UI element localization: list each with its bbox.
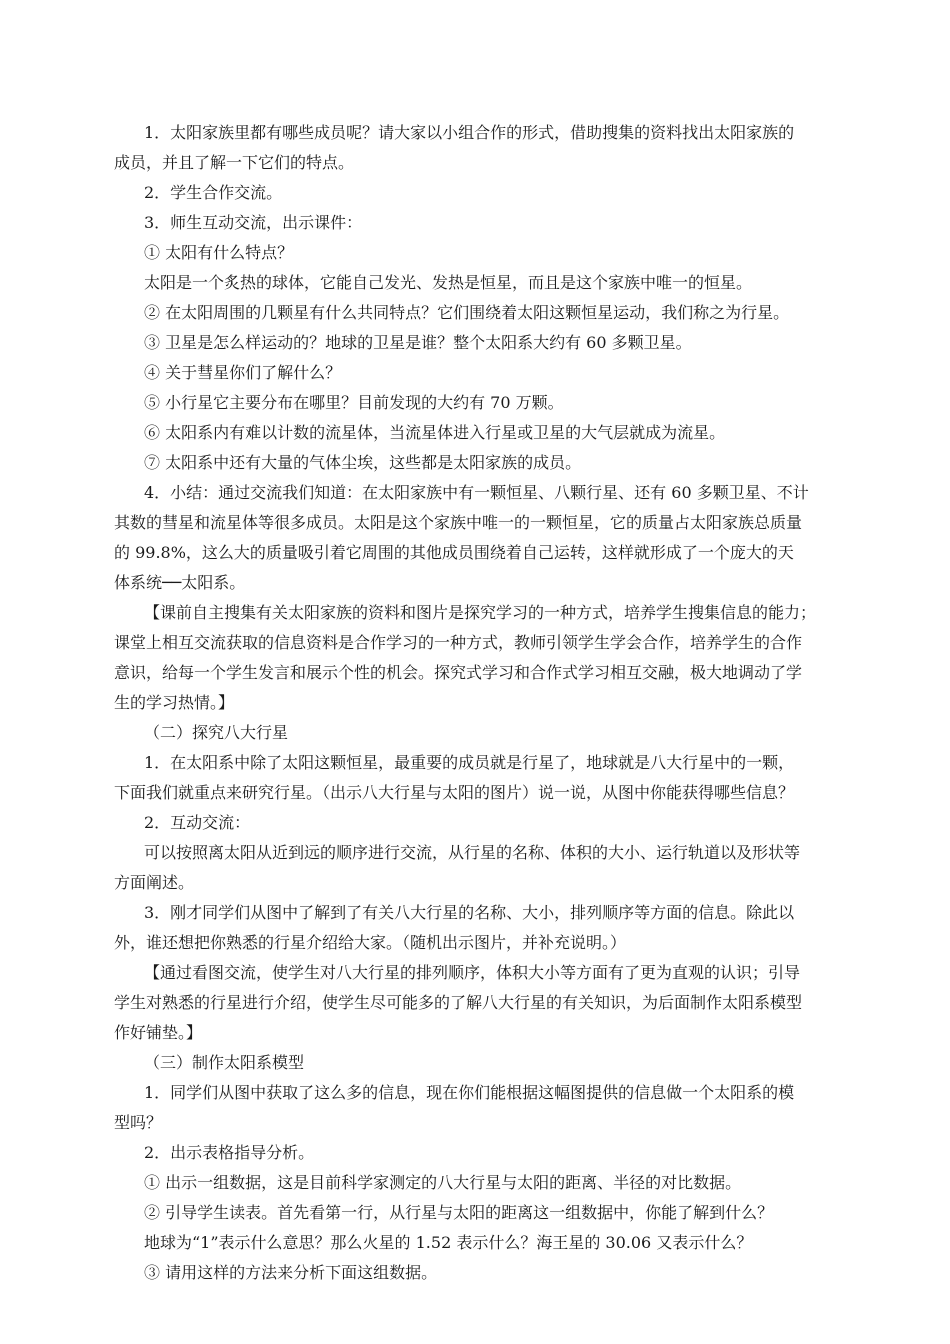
text-line-14: 其数的彗星和流星体等很多成员。太阳是这个家族中唯一的一颗恒星，它的质量占太阳家族总质量 <box>114 513 803 532</box>
text-line-24: 2．互动交流： <box>144 813 251 832</box>
text-line-22: 1．在太阳系中除了太阳这颗恒星，最重要的成员就是行星了，地球就是八大行星中的一颗， <box>144 753 795 772</box>
text-line-16: 体系统──太阳系。 <box>114 573 246 592</box>
text-line-25: 可以按照离太阳从近到远的顺序进行交流，从行星的名称、体积的大小、运行轨道以及形状等 <box>144 843 801 862</box>
text-line-36: ① 出示一组数据，这是目前科学家测定的八大行星与太阳的距离、半径的对比数据。 <box>144 1173 742 1192</box>
text-line-10: ⑤ 小行星它主要分布在哪里？目前发现的大约有 70 万颗。 <box>144 393 564 412</box>
text-line-7: ② 在太阳周围的几颗星有什么共同特点？它们围绕着太阳这颗恒星运动，我们称之为行星。 <box>144 303 790 322</box>
text-line-38: 地球为“1”表示什么意思？那么火星的 1.52 表示什么？海王星的 30.06 又表示什么？ <box>144 1233 753 1252</box>
text-line-12: ⑦ 太阳系中还有大量的气体尘埃，这些都是太阳家族的成员。 <box>144 453 582 472</box>
text-line-4: 3．师生互动交流，出示课件： <box>144 213 363 232</box>
text-line-20: 生的学习热情。】 <box>114 693 235 712</box>
document-body <box>114 118 840 1288</box>
text-line-23: 下面我们就重点来研究行星。（出示八大行星与太阳的图片）说一说，从图中你能获得哪些信息？ <box>114 783 795 802</box>
text-line-17: 【课前自主搜集有关太阳家族的资料和图片是探究学习的一种方式，培养学生搜集信息的能力； <box>144 603 817 622</box>
text-line-18: 课堂上相互交流获取的信息资料是合作学习的一种方式，教师引领学生学会合作，培养学生的合作 <box>114 633 803 652</box>
text-line-1: 1．太阳家族里都有哪些成员呢？请大家以小组合作的形式，借助搜集的资料找出太阳家族的 <box>144 123 795 142</box>
text-line-34: 型吗？ <box>114 1113 163 1132</box>
text-line-31: 作好铺垫。】 <box>114 1023 203 1042</box>
text-line-19: 意识，给每一个学生发言和展示个性的机会。探究式学习和合作式学习相互交融，极大地调动了学 <box>114 663 803 682</box>
text-line-8: ③ 卫星是怎么样运动的？地球的卫星是谁？整个太阳系大约有 60 多颗卫星。 <box>144 333 692 352</box>
text-line-30: 学生对熟悉的行星进行介绍，使学生尽可能多的了解八大行星的有关知识，为后面制作太阳系模型 <box>114 993 803 1012</box>
text-line-28: 外，谁还想把你熟悉的行星介绍给大家。（随机出示图片，并补充说明。） <box>114 933 627 952</box>
text-line-33: 1．同学们从图中获取了这么多的信息，现在你们能根据这幅图提供的信息做一个太阳系的模 <box>144 1083 795 1102</box>
text-line-26: 方面阐述。 <box>114 873 195 892</box>
text-line-35: 2．出示表格指导分析。 <box>144 1143 315 1162</box>
text-line-3: 2．学生合作交流。 <box>144 183 283 202</box>
text-line-6: 太阳是一个炙热的球体，它能自己发光、发热是恒星，而且是这个家族中唯一的恒星。 <box>144 273 753 292</box>
text-line-21: （二）探究八大行星 <box>144 723 289 742</box>
text-line-29: 【通过看图交流，使学生对八大行星的排列顺序，体积大小等方面有了更为直观的认识；引导 <box>144 963 801 982</box>
text-line-11: ⑥ 太阳系内有难以计数的流星体，当流星体进入行星或卫星的大气层就成为流星。 <box>144 423 726 442</box>
text-line-27: 3．刚才同学们从图中了解到了有关八大行星的名称、大小，排列顺序等方面的信息。除此以 <box>144 903 795 922</box>
text-line-15: 的 99.8%，这么大的质量吸引着它周围的其他成员围绕着自己运转，这样就形成了一个庞大的天 <box>114 543 794 562</box>
text-line-37: ② 引导学生读表。首先看第一行，从行星与太阳的距离这一组数据中，你能了解到什么？ <box>144 1203 774 1222</box>
text-line-13: 4．小结：通过交流我们知道：在太阳家族中有一颗恒星、八颗行星、还有 60 多颗卫星、不计 <box>144 483 809 502</box>
text-line-2: 成员，并且了解一下它们的特点。 <box>114 153 355 172</box>
text-line-9: ④ 关于彗星你们了解什么？ <box>144 363 342 382</box>
text-line-39: ③ 请用这样的方法来分析下面这组数据。 <box>144 1263 438 1282</box>
text-line-32: （三）制作太阳系模型 <box>144 1053 305 1072</box>
text-line-5: ① 太阳有什么特点？ <box>144 243 294 262</box>
